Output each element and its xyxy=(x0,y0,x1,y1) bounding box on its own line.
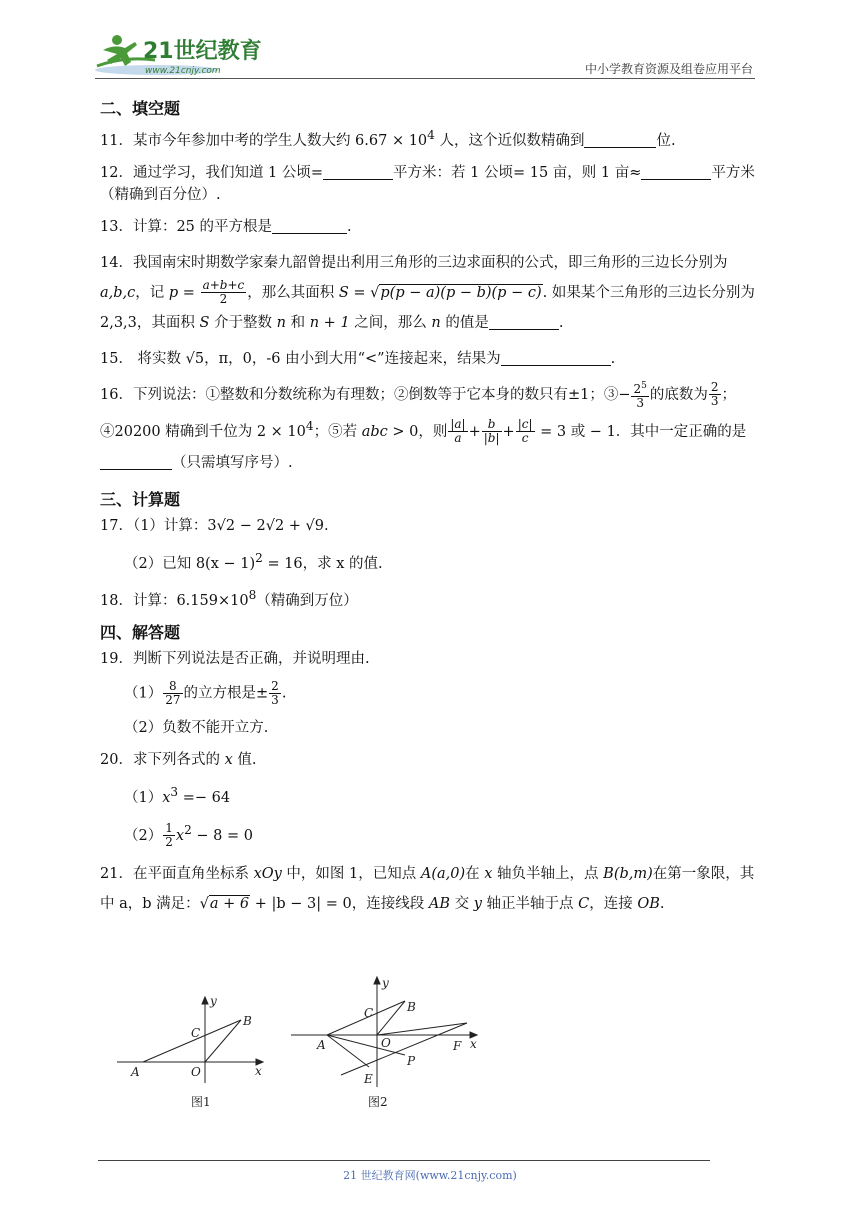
section-calculation: 三、计算题 xyxy=(100,489,181,509)
section-answer: 四、解答题 xyxy=(100,623,181,643)
svg-text:O: O xyxy=(191,1065,201,1079)
fraction: $\frac{1}{2}$ xyxy=(165,821,173,850)
question-19: 19．判断下列说法是否正确，并说明理由. xyxy=(100,651,370,668)
svg-text:F: F xyxy=(453,1039,462,1053)
answer-blank[interactable] xyxy=(323,164,393,180)
svg-text:B: B xyxy=(243,1014,252,1028)
figure-1 xyxy=(117,994,263,1109)
fraction: $\frac{|a|}{a}$ xyxy=(450,417,466,446)
svg-text:E: E xyxy=(364,1072,373,1086)
header-divider xyxy=(95,78,755,79)
fraction: $\frac{2}{3}$ xyxy=(271,679,279,708)
svg-text:21世纪教育: 21世纪教育 xyxy=(143,39,262,64)
answer-blank[interactable] xyxy=(584,132,656,148)
svg-text:C: C xyxy=(191,1026,201,1040)
answer-blank[interactable] xyxy=(501,350,611,366)
question-17-part-2: （2）已知 $8(x - 1)^2 = 16$，求 x 的值. xyxy=(124,550,383,572)
fraction: $\frac{b}{|b|}$ xyxy=(483,417,500,446)
section-fill-blank: 二、填空题 xyxy=(100,99,181,118)
header xyxy=(95,30,765,80)
question-12: 12．通过学习，我们知道 1 公顷= 平方米：若 1 公顷= 15 亩，则 1 亩≈ 平方米（精确到百分位）. xyxy=(100,164,755,203)
svg-text:图2: 图2 xyxy=(368,1095,388,1109)
footer-divider xyxy=(98,1160,710,1161)
question-20: 20．求下列各式的 x 值. xyxy=(100,752,257,769)
header-platform-text: 中小学教育资源及组卷应用平台 xyxy=(584,62,753,76)
svg-text:A: A xyxy=(317,1038,326,1052)
question-18: 18．计算：$6.159\times 10^8$（精确到万位） xyxy=(100,588,358,610)
question-19-part-1: （1） $\frac{8}{27}$ 的立方根是± $\frac{2}{3}$ . xyxy=(124,679,287,708)
svg-text:P: P xyxy=(407,1054,416,1068)
question-16: 16．下列说法：①整数和分数统称为有理数；②倒数等于它本身的数只有±1；③− $\frac{2^5}{3}$ 的底数为 $\frac{2}{3}$ ；④20200 精确到千位为 $2 \times 10^4$；⑤若 abc > 0，则 $\frac{|a|}{a}$ + $\frac{b}{|b|}$ + $\frac{|c|}{c}$ = 3 或 − 1．其中一定正确的是（只需填写序号）. xyxy=(100,380,747,471)
fraction: $\frac{2}{3}$ xyxy=(710,380,719,409)
logo xyxy=(95,30,270,78)
question-21-figures xyxy=(115,975,495,1115)
svg-text:图1: 图1 xyxy=(191,1095,211,1109)
fraction: $\frac{a+b+c}{2}$ xyxy=(202,278,245,307)
question-19-part-2: （2）负数不能开立方. xyxy=(124,720,269,737)
question-20-part-2: （2） $\frac{1}{2}$ $x^2 - 8 = 0$ xyxy=(124,821,253,850)
svg-text:O: O xyxy=(381,1036,391,1050)
answer-blank[interactable] xyxy=(100,454,172,470)
question-14: 14．我国南宋时期数学家秦九韶曾提出利用三角形的三边求面积的公式，即三角形的三边长分别为 a,b,c，记 p = $\frac{a+b+c}{2}$ ，那么其面积 S = √p(p − a)(p − b)(p − c). 如果某个三角形的三边长分别为 2,3,3，其面积 S 介于整数 n 和 n + 1 之间，那么 n 的值是 . xyxy=(100,254,755,331)
svg-text:x: x xyxy=(470,1037,477,1051)
svg-text:x: x xyxy=(255,1064,262,1078)
question-17-part-1: 17．（1）计算：3√2 − 2√2 + √9. xyxy=(100,517,329,534)
question-20-part-1: $(1)x^3 =- 64$ xyxy=(124,785,231,807)
question-11: 11．某市今年参加中考的学生人数大约 $6.67 \times 10^4$ 人，这个近似数精确到 位. xyxy=(100,128,676,149)
fraction: $\frac{2^5}{3}$ xyxy=(633,380,647,410)
answer-blank[interactable] xyxy=(272,218,347,234)
footer-text: 21 世纪教育网(www.21cnjy.com) xyxy=(343,1169,517,1182)
fraction: $\frac{8}{27}$ xyxy=(165,679,181,708)
figure-2 xyxy=(291,976,477,1109)
svg-text:A: A xyxy=(131,1065,140,1079)
answer-blank[interactable] xyxy=(489,314,559,330)
svg-text:y: y xyxy=(210,994,217,1008)
question-15: 15． 将实数 √5，π，0，-6 由小到大用“<”连接起来，结果为 . xyxy=(100,350,616,367)
fraction: $\frac{|c|}{c}$ xyxy=(517,417,533,446)
answer-blank[interactable] xyxy=(641,164,711,180)
question-21: 21．在平面直角坐标系 xOy 中，如图 1，已知点 A(a,0)在 x 轴负半轴上，点 B(b,m)在第一象限，其中 a，b 满足：√a + 6 + |b − 3| = 0，连接线段 AB 交 y 轴正半轴于点 C，连接 OB. xyxy=(100,866,755,913)
svg-text:www.21cnjy.com: www.21cnjy.com xyxy=(145,66,221,76)
svg-text:C: C xyxy=(364,1006,374,1020)
svg-text:y: y xyxy=(382,976,389,990)
svg-text:B: B xyxy=(407,1000,416,1014)
question-13: 13．计算：25 的平方根是 . xyxy=(100,218,352,235)
document-body xyxy=(100,96,765,929)
